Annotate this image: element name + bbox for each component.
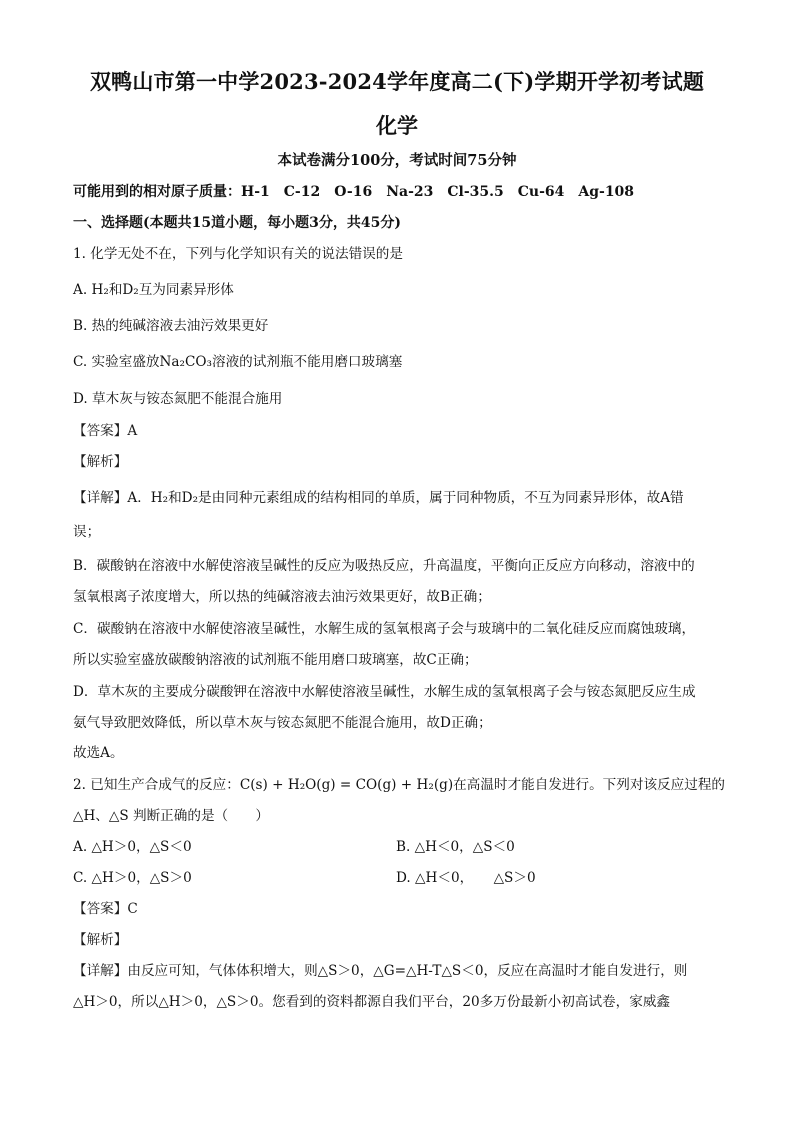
q1-detail-line: 氢氧根离子浓度增大，所以热的纯碱溶液去油污效果更好，故B正确； bbox=[73, 589, 491, 605]
q1-answer: 【答案】A bbox=[73, 423, 138, 439]
q2-option-d: D. △H＜0， △S＞0 bbox=[396, 870, 536, 886]
atomic-masses: 可能用到的相对原子质量：H-1 C-12 O-16 Na-23 Cl-35.5 Cu-64 Ag-108 bbox=[73, 184, 635, 200]
q1-detail-line: C．碳酸钠在溶液中水解使溶液呈碱性，水解生成的氢氧根离子会与玻璃中的二氧化硅反应而腐蚀玻璃， bbox=[73, 621, 696, 637]
exam-title: 双鸭山市第一中学2023-2024学年度高二(下)学期开学初考试题 bbox=[89, 69, 705, 94]
q2-analysis-label: 【解析】 bbox=[73, 932, 128, 948]
q1-option-a: A. H₂和D₂互为同素异形体 bbox=[73, 282, 234, 298]
exam-info: 本试卷满分100分，考试时间75分钟 bbox=[277, 152, 517, 169]
q2-detail-line: △H＞0，所以△H＞0，△S＞0。您看到的资料都源自我们平台，20多万份最新小初高试卷，家威鑫 bbox=[73, 994, 671, 1010]
q2-stem: 2. 已知生产合成气的反应：C(s) + H₂O(g) = CO(g) + H₂(g)在高温时才能自发进行。下列对该反应过程的 bbox=[73, 777, 725, 793]
q1-detail-line: 误； bbox=[73, 524, 101, 540]
q2-option-b: B. △H＜0，△S＜0 bbox=[396, 839, 515, 855]
q1-detail-line: B．碳酸钠在溶液中水解使溶液呈碱性的反应为吸热反应，升高温度，平衡向正反应方向移动，溶液中的 bbox=[73, 558, 695, 574]
q1-detail-line: 所以实验室盛放碳酸钠溶液的试剂瓶不能用磨口玻璃塞，故C正确； bbox=[73, 652, 478, 668]
q1-detail-line: 氨气导致肥效降低，所以草木灰与铵态氮肥不能混合施用，故D正确； bbox=[73, 715, 492, 731]
q2-option-c: C. △H＞0，△S＞0 bbox=[73, 870, 192, 886]
q2-answer: 【答案】C bbox=[73, 901, 138, 917]
q1-option-c: C. 实验室盛放Na₂CO₃溶液的试剂瓶不能用磨口玻璃塞 bbox=[73, 354, 403, 370]
q1-analysis-label: 【解析】 bbox=[73, 454, 128, 470]
q1-option-b: B. 热的纯碱溶液去油污效果更好 bbox=[73, 318, 269, 334]
q1-detail-line: 故选A。 bbox=[73, 745, 124, 761]
subject-title: 化学 bbox=[376, 113, 418, 138]
q1-detail-line: 【详解】A．H₂和D₂是由同种元素组成的结构相同的单质，属于同种物质，不互为同素异形体，故A错 bbox=[73, 490, 684, 506]
q1-stem: 1. 化学无处不在，下列与化学知识有关的说法错误的是 bbox=[73, 246, 403, 262]
q2-stem-cont: △H、△S 判断正确的是（ ） bbox=[73, 808, 269, 824]
q1-detail-line: D．草木灰的主要成分碳酸钾在溶液中水解使溶液呈碱性，水解生成的氢氧根离子会与铵态氮肥反应生成 bbox=[73, 684, 696, 700]
q2-detail-line: 【详解】由反应可知，气体体积增大，则△S＞0，△G=△H-T△S＜0，反应在高温时才能自发进行，则 bbox=[73, 963, 688, 979]
q1-option-d: D. 草木灰与铵态氮肥不能混合施用 bbox=[73, 391, 283, 407]
q2-option-a: A. △H＞0，△S＜0 bbox=[73, 839, 192, 855]
section-heading: 一、选择题(本题共15道小题，每小题3分，共45分) bbox=[73, 215, 401, 231]
